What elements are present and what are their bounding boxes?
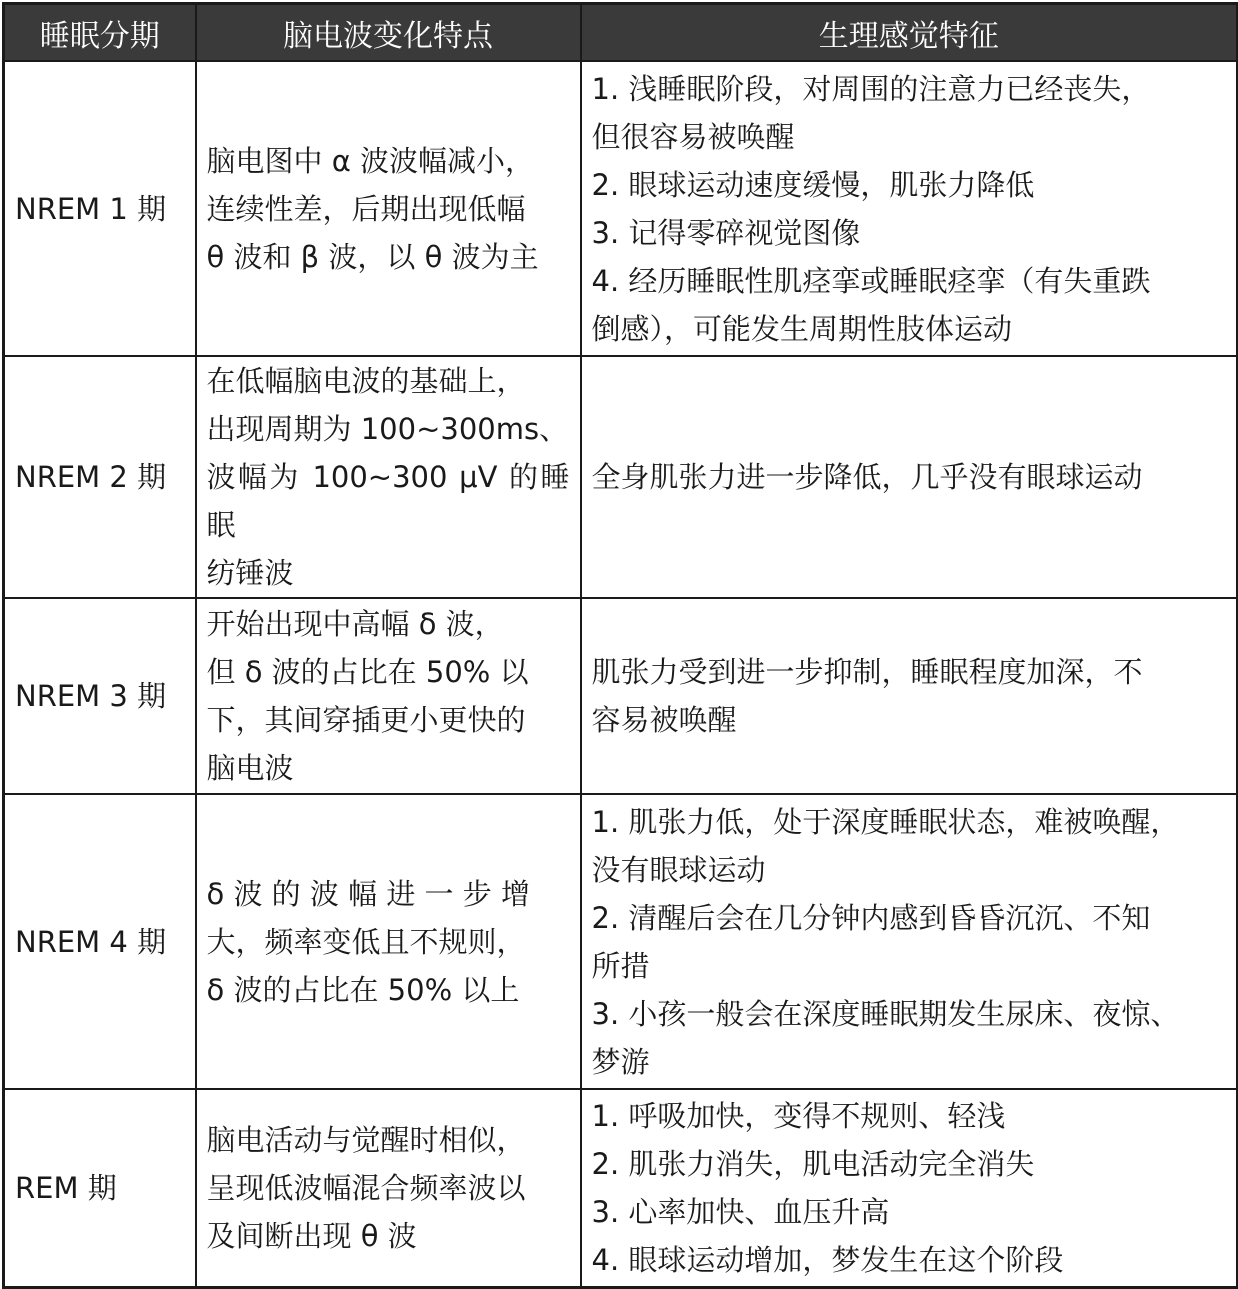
eeg-line: 开始出现中高幅 δ 波， <box>206 607 504 641</box>
physio-line: 3. 心率加快、血压升高 <box>591 1194 890 1229</box>
eeg-line: δ 波 的 波 幅 进 一 步 增 <box>206 876 530 911</box>
physio-line: 1. 呼吸加快，变得不规则、轻浅 <box>591 1098 1006 1133</box>
eeg-line: 及间断出现 θ 波 <box>206 1218 417 1253</box>
physio-line: 但很容易被唤醒 <box>591 119 795 154</box>
eeg-line: 在低幅脑电波的基础上， <box>206 364 526 398</box>
physio-line: 梦游 <box>591 1044 650 1079</box>
stage-cell: NREM 1 期 <box>4 61 196 356</box>
stage-cell: REM 期 <box>4 1089 196 1287</box>
eeg-line: δ 波的占比在 50% 以上 <box>206 972 520 1007</box>
physio-line: 4. 经历睡眠性肌痉挛或睡眠痉挛（有失重跌 <box>591 263 1151 298</box>
physio-line: 2. 肌张力消失，肌电活动完全消失 <box>591 1146 1035 1181</box>
header-row <box>4 4 1238 62</box>
physio-line: 1. 肌张力低，处于深度睡眠状态，难被唤醒， <box>591 804 1180 839</box>
physio-cell <box>581 1089 1238 1287</box>
table-row <box>4 598 1238 794</box>
physio-line: 4. 眼球运动增加，梦发生在这个阶段 <box>591 1242 1064 1277</box>
eeg-cell <box>196 356 581 598</box>
physio-line: 1. 浅睡眠阶段，对周围的注意力已经丧失， <box>591 71 1151 106</box>
stage-cell: NREM 4 期 <box>4 794 196 1089</box>
eeg-cell <box>196 794 581 1089</box>
eeg-line: 下，其间穿插更小更快的 <box>206 703 526 737</box>
eeg-line: 大，频率变低且不规则， <box>206 924 526 959</box>
eeg-line: 出现周期为 100~300ms、 <box>206 412 569 446</box>
table-row <box>4 794 1238 1089</box>
table-row <box>4 61 1238 356</box>
eeg-line: 波幅为 100~300 μV 的睡眠 <box>206 460 570 542</box>
header-stage: 睡眠分期 <box>4 4 196 62</box>
eeg-line: 纺锤波 <box>206 556 294 590</box>
eeg-line: θ 波和 β 波，以 θ 波为主 <box>206 239 539 274</box>
physio-line: 没有眼球运动 <box>591 852 766 887</box>
stage-cell: NREM 2 期 <box>4 356 196 598</box>
eeg-line: 但 δ 波的占比在 50% 以 <box>206 655 529 689</box>
physio-cell <box>581 598 1238 794</box>
physio-line: 3. 小孩一般会在深度睡眠期发生尿床、夜惊、 <box>591 996 1180 1031</box>
physio-line: 全身肌张力进一步降低，几乎没有眼球运动 <box>591 460 1143 494</box>
physio-cell <box>581 356 1238 598</box>
table-row <box>4 1089 1238 1287</box>
physio-line: 容易被唤醒 <box>591 703 737 737</box>
eeg-line: 连续性差，后期出现低幅 <box>206 191 526 226</box>
header-physio: 生理感觉特征 <box>581 4 1238 62</box>
physio-cell <box>581 794 1238 1089</box>
physio-line: 肌张力受到进一步抑制，睡眠程度加深，不 <box>591 655 1143 689</box>
eeg-line: 呈现低波幅混合频率波以 <box>206 1170 526 1205</box>
physio-line: 2. 眼球运动速度缓慢，肌张力降低 <box>591 167 1035 202</box>
stage-cell: NREM 3 期 <box>4 598 196 794</box>
table-row <box>4 356 1238 598</box>
eeg-cell <box>196 61 581 356</box>
physio-cell <box>581 61 1238 356</box>
physio-line: 2. 清醒后会在几分钟内感到昏昏沉沉、不知 <box>591 900 1151 935</box>
eeg-line: 脑电波 <box>206 751 294 785</box>
eeg-line: 脑电活动与觉醒时相似， <box>206 1122 526 1157</box>
eeg-cell <box>196 598 581 794</box>
physio-line: 3. 记得零碎视觉图像 <box>591 215 861 250</box>
physio-line: 所措 <box>591 948 650 983</box>
header-eeg: 脑电波变化特点 <box>196 4 581 62</box>
eeg-cell <box>196 1089 581 1287</box>
eeg-line: 脑电图中 α 波波幅减小， <box>206 143 535 178</box>
sleep-stages-table <box>2 2 1238 1289</box>
physio-line: 倒感），可能发生周期性肢体运动 <box>591 311 1013 346</box>
